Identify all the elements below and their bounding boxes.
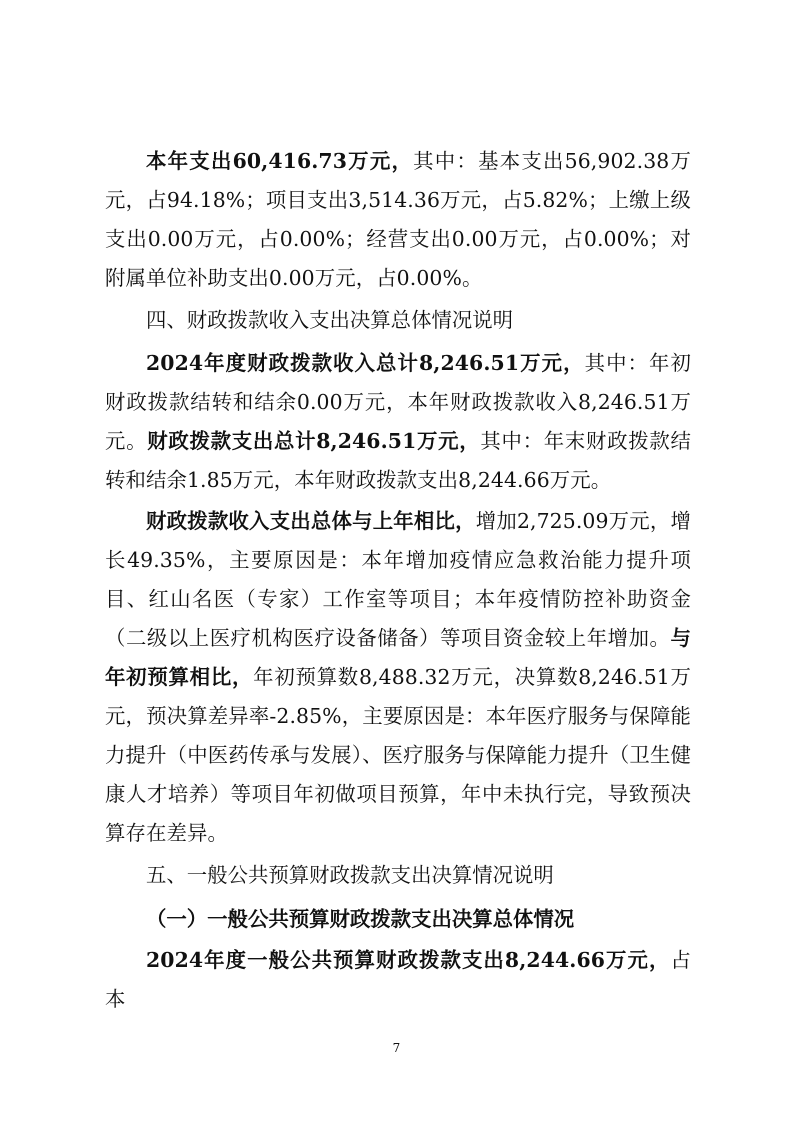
budget-comparison-bold: 与年初预算相比， [105,626,691,689]
budget-comparison-text: 年初预算数8,488.32万元，决算数8,246.51万元，预决算差异率-2.85%，主要原因是：本年医疗服务与保障能力提升（中医药传承与发展）、医疗服务与保障能力提升（卫生健康人才培养）等项目年初做项目预算，年中未执行完，导致预决算存在差异。 [105,665,692,845]
paragraph-fiscal-totals [105,344,691,500]
fiscal-expense-detail-text: 其中：年末财政拨款结转和结余1.85万元，本年财政拨款支出8,244.66万元。 [105,429,692,492]
subsection-heading-one: （一）一般公共预算财政拨款支出决算总体情况 [146,907,575,931]
year-comparison-text: 增加2,725.09万元，增长49.35%，主要原因是：本年增加疫情应急救治能力提升项目、红山名医（专家）工作室等项目；本年疫情防控补助资金（二级以上医疗机构医疗设备储备）等项目资金较上年增加。 [105,509,691,650]
expenditure-breakdown-text: 其中：基本支出56,902.38万元，占94.18%；项目支出3,514.36万元，占5.82%；上缴上级支出0.00万元，占0.00%；经营支出0.00万元，占0.00%；对附属单位补助支出0.00万元，占0.00%。 [105,149,691,290]
general-budget-text: 占本 [105,948,691,1011]
section-heading-four: 四、财政拨款收入支出决算总体情况说明 [146,308,514,332]
fiscal-expense-total-bold: 财政拨款支出总计8,246.51万元， [147,429,481,453]
fiscal-income-total-bold: 2024年度财政拨款收入总计8,246.51万元， [146,351,585,375]
year-comparison-bold: 财政拨款收入支出总体与上年相比， [146,509,476,533]
general-budget-total-bold: 2024年度一般公共预算财政拨款支出8,244.66万元， [146,948,671,972]
paragraph-expenditure-summary [105,142,691,298]
section-heading-five: 五、一般公共预算财政拨款支出决算情况说明 [146,863,554,887]
paragraph-general-budget [105,941,691,1019]
expenditure-total-bold: 本年支出60,416.73万元， [146,149,414,173]
document-body [105,142,691,1019]
page-number: 7 [392,1041,401,1055]
paragraph-fiscal-comparison [105,502,691,853]
fiscal-income-detail-text: 其中：年初财政拨款结转和结余0.00万元，本年财政拨款收入8,246.51万元。 [105,351,692,453]
